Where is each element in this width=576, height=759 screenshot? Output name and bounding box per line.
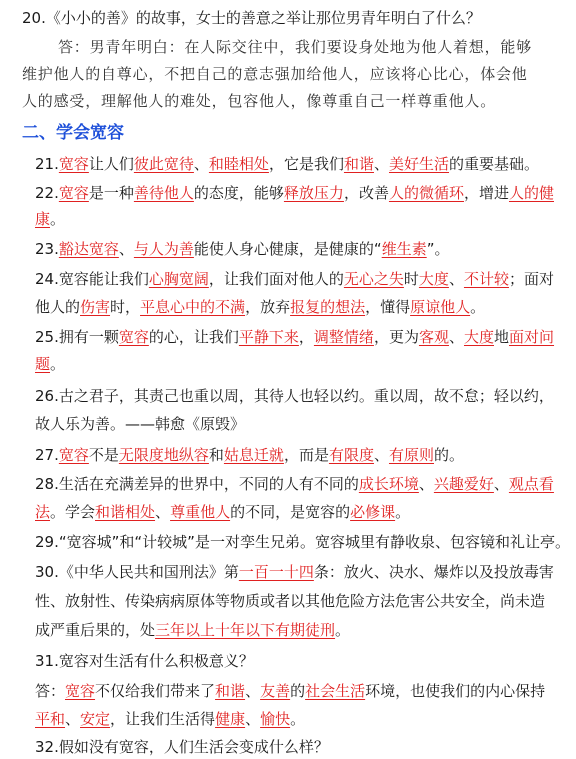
highlighted-term: 兴趣爱好 bbox=[433, 475, 494, 493]
text-line bbox=[0, 35, 576, 59]
text-segment: 、 bbox=[418, 475, 434, 493]
text-segment: 能使人身心健康，是健康的“ bbox=[193, 240, 382, 258]
highlighted-term: 调整情绪 bbox=[313, 328, 374, 346]
highlighted-term: 健康 bbox=[215, 710, 246, 728]
highlighted-term: 无限度地纵容 bbox=[118, 446, 209, 464]
text-line bbox=[0, 679, 576, 703]
highlighted-term: 维生素 bbox=[381, 240, 427, 258]
text-segment: 、 bbox=[448, 328, 464, 346]
highlighted-term: 大度 bbox=[463, 328, 494, 346]
text-segment: 。 bbox=[290, 710, 306, 728]
text-segment: 、 bbox=[118, 240, 134, 258]
highlighted-term: 豁达宽容 bbox=[58, 240, 119, 258]
text-segment: 的。 bbox=[434, 446, 465, 464]
highlighted-term: 不计较 bbox=[463, 270, 509, 288]
highlighted-term: 客观 bbox=[418, 328, 449, 346]
highlighted-term: 有限度 bbox=[328, 446, 374, 464]
highlighted-term: 原谅他人 bbox=[410, 298, 471, 316]
highlighted-term: 和谐 bbox=[343, 155, 374, 173]
text-line bbox=[0, 412, 576, 436]
text-segment: ，放弃 bbox=[245, 298, 291, 316]
highlighted-term: 释放压力 bbox=[283, 184, 344, 202]
text-segment: 。 bbox=[335, 621, 351, 639]
text-line bbox=[0, 207, 576, 231]
text-segment: 环境，也使我们的内心保持 bbox=[365, 682, 546, 700]
text-segment: 二、学会宽容 bbox=[22, 123, 124, 143]
highlighted-term: 题 bbox=[35, 355, 51, 373]
text-segment: 。学会 bbox=[50, 503, 96, 521]
highlighted-term: 愉快 bbox=[260, 710, 291, 728]
highlighted-term: 报复的想法 bbox=[290, 298, 366, 316]
text-segment: 时 bbox=[403, 270, 419, 288]
highlighted-term: 平和 bbox=[35, 710, 66, 728]
highlighted-term: 宽容 bbox=[58, 446, 89, 464]
text-segment: 、 bbox=[448, 270, 464, 288]
highlighted-term: 面对问 bbox=[509, 328, 555, 346]
text-line bbox=[0, 325, 576, 349]
highlighted-term: 和谐相处 bbox=[95, 503, 156, 521]
text-segment: 的态度，能够 bbox=[193, 184, 284, 202]
section-heading bbox=[0, 121, 576, 145]
text-segment: 他人的 bbox=[35, 298, 81, 316]
highlighted-term: 彼此宽待 bbox=[133, 155, 194, 173]
highlighted-term: 宽容 bbox=[58, 184, 89, 202]
text-segment: 26.古之君子，其责己也重以周，其待人也轻以约。重以周，故不怠；轻以约， bbox=[35, 387, 554, 405]
highlighted-term: 必修课 bbox=[350, 503, 396, 521]
text-line bbox=[0, 618, 576, 642]
text-segment: 是一种 bbox=[88, 184, 134, 202]
text-segment: 29.“宽容城”和“计较城”是一对孪生兄弟。宽容城里有静收泉、包容镜和礼让亭。 bbox=[35, 533, 570, 551]
highlighted-term: 美好生活 bbox=[388, 155, 449, 173]
text-segment: 。 bbox=[50, 355, 66, 373]
highlighted-term: 观点看 bbox=[508, 475, 554, 493]
highlighted-term: 宽容 bbox=[58, 155, 89, 173]
text-segment: 、 bbox=[65, 710, 81, 728]
text-line bbox=[0, 589, 576, 613]
text-segment: 24.宽容能让我们 bbox=[35, 270, 149, 288]
text-line bbox=[0, 295, 576, 319]
text-segment: 22. bbox=[35, 184, 59, 202]
highlighted-term: 大度 bbox=[418, 270, 449, 288]
text-line bbox=[0, 152, 576, 176]
text-segment: 成严重后果的，处 bbox=[35, 621, 156, 639]
text-segment: 21. bbox=[35, 155, 59, 173]
text-segment: ；面对 bbox=[508, 270, 554, 288]
text-segment: 的 bbox=[290, 682, 306, 700]
text-segment: 维护他人的自尊心，不把自己的意志强加给他人，应该将心比心，体会他 bbox=[22, 65, 528, 83]
text-line bbox=[0, 443, 576, 467]
text-line bbox=[0, 6, 576, 30]
text-segment: ，它是我们 bbox=[268, 155, 344, 173]
highlighted-term: 人的健 bbox=[508, 184, 554, 202]
highlighted-term: 伤害 bbox=[80, 298, 111, 316]
highlighted-term: 成长环境 bbox=[358, 475, 419, 493]
text-segment: 27. bbox=[35, 446, 59, 464]
text-segment: ， bbox=[298, 328, 314, 346]
text-segment: 地 bbox=[494, 328, 510, 346]
highlighted-term: 善待他人 bbox=[133, 184, 194, 202]
text-segment: 的心，让我们 bbox=[148, 328, 239, 346]
text-segment: 不是 bbox=[88, 446, 119, 464]
text-segment: 条：放火、决水、爆炸以及投放毒害 bbox=[313, 563, 554, 581]
text-segment: 故人乐为善。——韩愈《原毁》 bbox=[35, 415, 246, 433]
text-segment: 。 bbox=[50, 210, 66, 228]
text-segment: 23. bbox=[35, 240, 59, 258]
highlighted-term: 宽容 bbox=[118, 328, 149, 346]
text-line bbox=[0, 267, 576, 291]
text-segment: 、 bbox=[193, 155, 209, 173]
text-segment: 、 bbox=[373, 155, 389, 173]
text-line bbox=[0, 560, 576, 584]
text-segment: 人的感受，理解他人的难处，包容他人，像尊重自己一样尊重他人。 bbox=[22, 92, 497, 110]
highlighted-term: 宽容 bbox=[65, 682, 96, 700]
highlighted-term: 平息心中的不满 bbox=[140, 298, 246, 316]
highlighted-term: 法 bbox=[35, 503, 51, 521]
text-segment: 。 bbox=[395, 503, 411, 521]
highlighted-term: 尊重他人 bbox=[170, 503, 231, 521]
text-segment: 、 bbox=[245, 682, 261, 700]
highlighted-term: 社会生活 bbox=[305, 682, 366, 700]
text-segment: ，改善 bbox=[343, 184, 389, 202]
highlighted-term: 无心之失 bbox=[343, 270, 404, 288]
text-line bbox=[0, 735, 576, 759]
text-segment: 的不同，是宽容的 bbox=[230, 503, 351, 521]
text-segment: 28.生活在充满差异的世界中，不同的人有不同的 bbox=[35, 475, 359, 493]
highlighted-term: 心胸宽阔 bbox=[148, 270, 209, 288]
text-segment: 让人们 bbox=[88, 155, 134, 173]
text-segment: 。 bbox=[470, 298, 486, 316]
highlighted-term: 友善 bbox=[260, 682, 291, 700]
highlighted-term: 康 bbox=[35, 210, 51, 228]
text-line bbox=[0, 707, 576, 731]
highlighted-term: 三年以上十年以下有期徒刑 bbox=[155, 621, 336, 639]
text-line bbox=[0, 472, 576, 496]
text-segment: ，而是 bbox=[283, 446, 329, 464]
text-segment: ，更为 bbox=[373, 328, 419, 346]
text-segment: 、 bbox=[493, 475, 509, 493]
text-segment: ，让我们生活得 bbox=[110, 710, 216, 728]
text-segment: 30.《中华人民共和国刑法》第 bbox=[35, 563, 239, 581]
text-line bbox=[0, 530, 576, 554]
text-segment: 时， bbox=[110, 298, 141, 316]
text-segment: 的重要基础。 bbox=[449, 155, 540, 173]
text-line bbox=[0, 500, 576, 524]
text-segment: 性、放射性、传染病病原体等物质或者以其他危险方法危害公共安全，尚未造 bbox=[35, 592, 546, 610]
text-segment: 和 bbox=[208, 446, 224, 464]
highlighted-term: 和睦相处 bbox=[208, 155, 269, 173]
text-segment: 、 bbox=[373, 446, 389, 464]
text-line bbox=[0, 237, 576, 261]
text-segment: 32.假如没有宽容，人们生活会变成什么样？ bbox=[35, 738, 329, 756]
text-segment: 31.宽容对生活有什么积极意义？ bbox=[35, 652, 254, 670]
highlighted-term: 姑息迁就 bbox=[223, 446, 284, 464]
text-line bbox=[0, 384, 576, 408]
text-segment: ，增进 bbox=[463, 184, 509, 202]
text-segment: 答： bbox=[35, 682, 66, 700]
text-segment: 、 bbox=[155, 503, 171, 521]
highlighted-term: 与人为善 bbox=[133, 240, 194, 258]
text-segment: 20.《小小的善》的故事，女士的善意之举让那位男青年明白了什么？ bbox=[22, 9, 481, 27]
text-segment: 、 bbox=[245, 710, 261, 728]
text-segment: 不仅给我们带来了 bbox=[95, 682, 216, 700]
highlighted-term: 人的微循环 bbox=[388, 184, 464, 202]
text-line bbox=[0, 89, 576, 113]
highlighted-term: 和谐 bbox=[215, 682, 246, 700]
text-segment: ，懂得 bbox=[365, 298, 411, 316]
text-segment: ”。 bbox=[426, 240, 450, 258]
text-segment: 答：男青年明白：在人际交往中，我们要设身处地为他人着想，能够 bbox=[58, 38, 533, 56]
text-line bbox=[0, 649, 576, 673]
text-line bbox=[0, 62, 576, 86]
highlighted-term: 一百一十四 bbox=[238, 563, 314, 581]
highlighted-term: 平静下来 bbox=[238, 328, 299, 346]
highlighted-term: 安定 bbox=[80, 710, 111, 728]
text-line bbox=[0, 181, 576, 205]
text-segment: ，让我们面对他人的 bbox=[208, 270, 344, 288]
highlighted-term: 有原则 bbox=[388, 446, 434, 464]
text-segment: 25.拥有一颗 bbox=[35, 328, 119, 346]
text-line bbox=[0, 352, 576, 376]
